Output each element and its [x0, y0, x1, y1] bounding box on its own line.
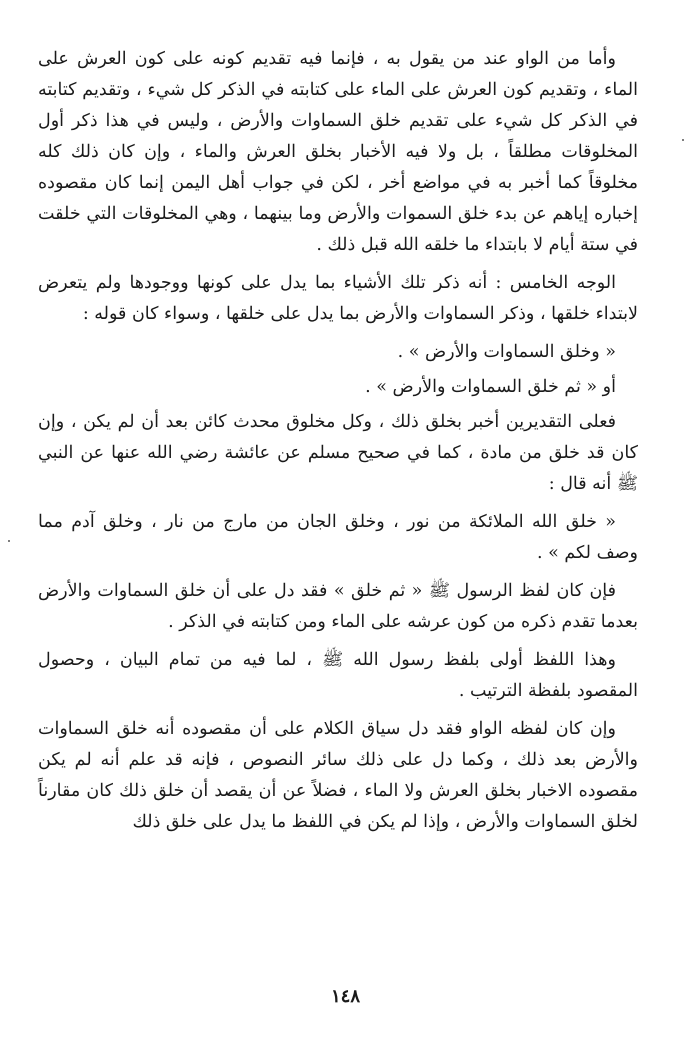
paragraph-4: فإن كان لفظ الرسول ﷺ « ثم خلق » فقد دل على أن خلق السماوات والأرض بعدما تقدم ذكره من كون عرشه على الماء ومن كتابته في الذكر . — [38, 581, 638, 632]
paragraph-6: وإن كان لفظه الواو فقد دل سياق الكلام على أن مقصوده أنه خلق السماوات والأرض بعد ذلك ، وكما دل على ذلك سائر النصوص ، فإنه قد علم أنه لم يكن مقصوده الاخبار بخلق العرش ولا الماء ، فضلاً عن أن يقصد أن خلق ذلك كان مقارناً لخلق السماوات والأرض ، وإذا لم يكن في اللفظ ما يدل على خلق ذلك — [38, 719, 638, 832]
quote-1: « وخلق السماوات والأرض » . — [397, 342, 616, 362]
page-body — [38, 44, 638, 845]
page-number: ١٤٨ — [330, 986, 360, 1007]
paragraph-1: وأما من الواو عند من يقول به ، فإنما فيه تقديم كونه على كون العرش على الماء ، وتقديم كون العرش على الماء على كتابته في الذكر كل شيء ، وتقديم كتابته في الذكر كل شيء على تقديم خلق السماوات والأرض ، وليس في هذا ذكر أول المخلوقات مطلقاً ، بل ولا فيه الأخبار بخلق العرش والماء ، وإن كان ذلك كله مخلوقاً كما أخبر به في مواضع أخر ، لكن في جواب أهل اليمن إنما كان مقصوده إخباره إياهم عن بدء خلق السموات والأرض وما بينهما ، وهي المخلوقات التي خلقت في ستة أيام لا بابتداء ما خلقه الله قبل ذلك . — [38, 49, 638, 255]
hadith-quote: « خلق الله الملائكة من نور ، وخلق الجان من مارج من نار ، وخلق آدم مما وصف لكم » . — [38, 512, 638, 563]
paragraph-3: فعلى التقديرين أخبر بخلق ذلك ، وكل مخلوق محدث كائن بعد أن لم يكن ، وإن كان قد خلق من مادة ، كما في صحيح مسلم عن عائشة رضي الله عنها عن النبي ﷺ أنه قال : — [38, 412, 638, 494]
paragraph-5: وهذا اللفظ أولى بلفظ رسول الله ﷺ ، لما فيه من تمام البيان ، وحصول المقصود بلفظة الترتيب . — [38, 650, 638, 701]
margin-mark — [682, 139, 684, 141]
quote-2: أو « ثم خلق السماوات والأرض » . — [365, 377, 616, 397]
paragraph-2: الوجه الخامس : أنه ذكر تلك الأشياء بما يدل على كونها ووجودها ولم يتعرض لابتداء خلقها ، وذكر السماوات والأرض بما يدل على خلقها ، وسواء كان قوله : — [38, 273, 638, 324]
margin-mark — [8, 540, 10, 542]
